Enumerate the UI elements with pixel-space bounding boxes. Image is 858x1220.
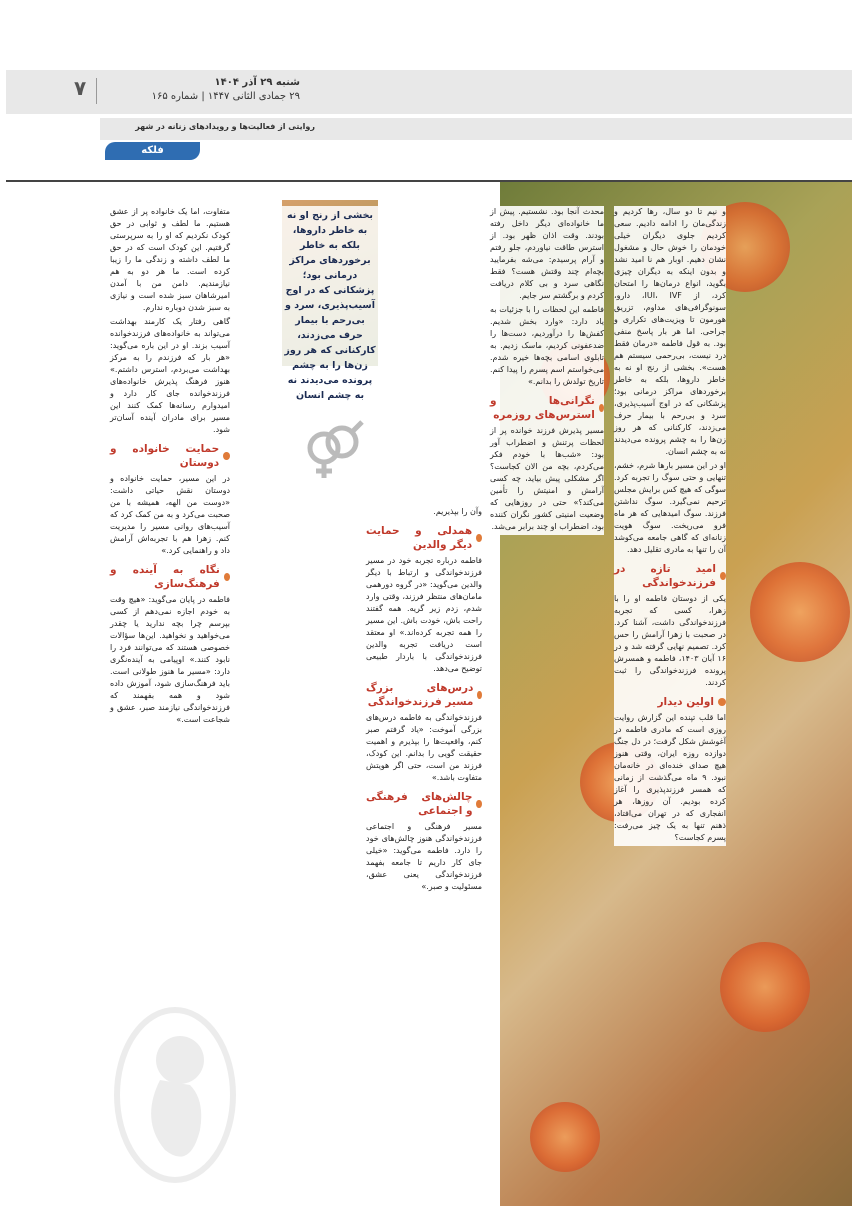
section-subtitle: روایتی از فعالیت‌ها و رویدادهای زنانه در شهر — [135, 122, 315, 131]
paragraph: او در این مسیر بارها شرم، خشم، تنهایی و حتی سوگ را تجربه کرد. سوگی که هیچ کس برایش مجلس ترحیم نمی‌گیرد. سوگ نداشتن فرزند. سوگ امیدهایی که هر ماه فرو می‌ریخت. سوگ هویت زنانه‌ای که گاهی جامعه می‌کوشد آن را تنها به مادری تقلیل دهد. — [614, 461, 726, 554]
paragraph: متفاوت، اما یک خانواده پر از عشق هستیم. ما لطف و ثوابی در حق کودک نکردیم که او را به سرپرستی گرفتیم. این کودک است که در حق ما لطف داشته و زندگی ما را زیبا کرده است. ما هر دو به هم نیازمندیم. دامن من با آمدن امیرشاهان سبز شده است و نیازی به سبز شدن دوباره ندارم. — [110, 207, 230, 312]
bullet-icon — [718, 698, 726, 706]
heading-new-hope: امید تازه در فرزندخواندگی — [614, 562, 726, 590]
paragraph: فاطمه این لحظات را با جزئیات به یاد دارد: «وارد بخش شدیم. کفش‌ها را درآوردیم، دست‌ها را ضدعفونی کردیم، ماسک زدیم. به تابلوی اسامی بچه‌ها خیره شدم. می‌خواستم اسم پسرم را پیدا کنم. تاریخ تولدش را بدانم.» — [490, 305, 604, 386]
heading-family-support: حمایت خانواده و دوستان — [110, 442, 230, 470]
paragraph: فرزندخواندگی به فاطمه درس‌های بزرگی آموخت: «یاد گرفتم صبر کنم، واقعیت‌ها را بپذیرم و اهمیت حقیقت گویی را بدانم. این کودک، فرزند من است، حتی اگر هویتش متفاوت باشد.» — [366, 713, 482, 782]
paragraph: محدث آنجا بود. نشستیم. پیش از ما خانواده‌ای دیگر داخل رفته بودند. وقت اذان ظهر بود. از استرس طاقت نیاوردم، جلو رفتم و آرام پرسیدم: می‌شه بفرمایید بچه‌ام چند وقتش هست؟ فقط نگاهی سرد و بی کلام دریافت کردم و برگشتم سر جایم. — [490, 207, 604, 300]
paragraph: اما قلب تپنده این گزارش روایت روزی است که مادری فاطمه در آغوشش شکل گرفت؛ در دل جنگ دوازده روزه ایران، وقتی هنوز هیچ صدای خنده‌ای در خانه‌مان نبود. ۹ ماه می‌گذشت از زمانی که همسر فرزندپذیری را آغاز کرده بودیم. آن روزها، هر انفجاری که در تهران می‌افتاد، ذهنم تنها به یک چیز می‌رفت: پسرم کجاست؟ — [614, 713, 727, 842]
section-tag: فلکه — [105, 142, 200, 160]
gender-symbol-icon — [298, 414, 368, 484]
paragraph: در این مسیر، حمایت خانواده و دوستان نقش حیاتی داشت: «دوست من الهه، همیشه با من صحبت می‌کرد و به من کمک کرد که آسیب‌های روانی مسیر را مدیریت کنم. زهرا هم با تجربه‌اش آرامش داد و راهنمایی کرد.» — [110, 474, 230, 555]
paragraph: مسیر پذیرش فرزند خوانده پر از لحظات پرتنش و اضطراب آور بود: «شب‌ها با خودم فکر می‌کردم، بچه من الان کجاست؟ اگر مشکلی پیش بیاید، چه کسی آرامش و امنیتش را تأمین می‌کند؟» حتی در روزهایی که وضعیت امنیتی کشور نگران کننده بود، اضطراب او چند برابر می‌شد. — [490, 426, 604, 531]
date-line-1: شنبه ۲۹ آذر ۱۴۰۴ — [214, 77, 300, 88]
bullet-icon — [476, 534, 482, 542]
bullet-icon — [223, 452, 230, 460]
paragraph: گاهی رفتار یک کارمند بهداشت می‌تواند به خانواده‌های فرزندخوانده آسیب بزند. او در این باره می‌گوید: «هر بار که فرزندم را به مرکز بهداشت می‌بردم، استرس داشتم.» هنوز فرهنگ پذیرش خانواده‌های فرزندخوانده جای کار دارد و امیدوارم رسانه‌ها کمک کنند این مسیر برای مادران آینده آسان‌تر شود. — [110, 317, 230, 434]
page-number: ۷ — [74, 76, 87, 100]
column-4 — [110, 206, 230, 728]
bullet-icon — [476, 800, 482, 808]
flower-icon — [750, 562, 850, 662]
paragraph: فاطمه درباره تجربه خود در مسیر فرزندخواندگی و ارتباط با دیگر والدین می‌گوید: «در گروه دورهمی مامان‌های منتظر فرزند، وقتی وارد شدم، زدم زیر گریه. همه گفتند راحت باش، خودت باش. این مسیر را همه تجربه کرده‌اند.» او معتقد است دریافت تجربه والدین فرزندخواندگی با باردار طبیعی توضیح می‌دهد. — [366, 556, 482, 673]
bullet-icon — [477, 691, 482, 699]
paragraph: یکی از دوستان فاطمه او را با زهرا، کسی که تجربه فرزندخواندگی داشت، آشنا کرد. در صحبت با زهرا آرامش را حس کرد. تصمیم نهایی گرفته شد و در ۱۶ آبان ۱۴۰۳، فاطمه و همسرش پرونده فرزندخواندگی را ثبت کردند. — [614, 594, 726, 687]
fetus-icon — [110, 1000, 240, 1190]
heading-lessons: درس‌های بزرگ مسیر فرزندخواندگی — [366, 681, 482, 709]
header-divider — [96, 78, 97, 104]
date-line-2: ۲۹ جمادی الثانی ۱۴۴۷ | شماره ۱۶۵ — [151, 91, 300, 102]
heading-worries: نگرانی‌ها و استرس‌های روزمره — [490, 394, 604, 422]
column-1 — [614, 206, 726, 846]
heading-future: نگاه به آینده و فرهنگ‌سازی — [110, 563, 230, 591]
flower-icon — [720, 942, 810, 1032]
heading-first-meeting: اولین دیدار — [614, 695, 726, 709]
bullet-icon — [224, 573, 230, 581]
bullet-icon — [720, 572, 726, 580]
flower-icon — [530, 1102, 600, 1172]
paragraph: مسیر فرهنگی و اجتماعی فرزندخواندگی هنوز چالش‌های خود را دارد. فاطمه می‌گوید: «خیلی جای کار داریم تا جامعه بفهمد فرزندخواندگی یعنی عشق، مسئولیت و صبر.» — [366, 822, 482, 891]
column-2 — [490, 206, 604, 535]
paragraph: و نیم تا دو سال، رها کردیم و زندگی‌مان را ادامه دادیم. سعی کردیم جلوی دیگران خیلی خودمان را خوش حال و مشغول نشان دهیم. اوبار هم نا امید نشد و بدون اینکه به دیگران چیزی بگوید، انواع درمان‌ها را امتحان کرد، از IUI، IVF، دارو، سونوگرافی‌های مداوم، تزریق هورمون تا ویزیت‌های تکراری و جراحی. اما هر بار پاسخ منفی بود. به قول فاطمه «درمان فقط درد نیست، بی‌رحمی سیستم هم هست». بخشی از رنج او نه به خاطر داروها، بلکه به خاطر برخوردهای مراکز درمانی بود؛ پزشکانی که در اوج آسیب‌پذیری، سرد و بی‌رحم با بیمار حرف می‌زدند، کارکنانی که هر روز زن‌ها را به چشم پرونده می‌دیدند نه به چشم انسان. — [614, 207, 726, 456]
issue-date — [110, 76, 300, 104]
paragraph: وآن را بپذیریم. — [433, 507, 482, 516]
heading-empathy: همدلی و حمایت دیگر والدین — [366, 524, 482, 552]
paragraph: فاطمه در پایان می‌گوید: «هیچ وقت به خودم اجازه نمی‌دهم از کسی بپرسم چرا بچه ندارید یا چقدر می‌خواهید و نخواهید. این‌ها سؤالات خصوصی هستند که می‌توانند فرد را نابود کنند.» اوپیامی به آینده‌نگری دارد: «مسیر ما هنوز طولانی است. باید فرهنگ‌سازی شود، آموزش داده شود و همه بفهمند که فرزندخواندگی نیازمند صبر، عشق و شجاعت است.» — [110, 595, 230, 724]
heading-cultural-challenges: چالش‌های فرهنگی و اجتماعی — [366, 790, 482, 818]
pull-quote: بخشی از رنج او نه به خاطر داروها، بلکه به خاطر برخوردهای مراکز درمانی بود؛ پزشکانی که در اوج آسیب‌پذیری، سرد و بی‌رحم با بیمار حرف می‌زدند، کارکنانی که هر روز زن‌ها را به چشم پرونده می‌دیدند نه به چشم انسان — [282, 206, 378, 405]
column-3 — [366, 506, 482, 895]
bullet-icon — [599, 404, 604, 412]
